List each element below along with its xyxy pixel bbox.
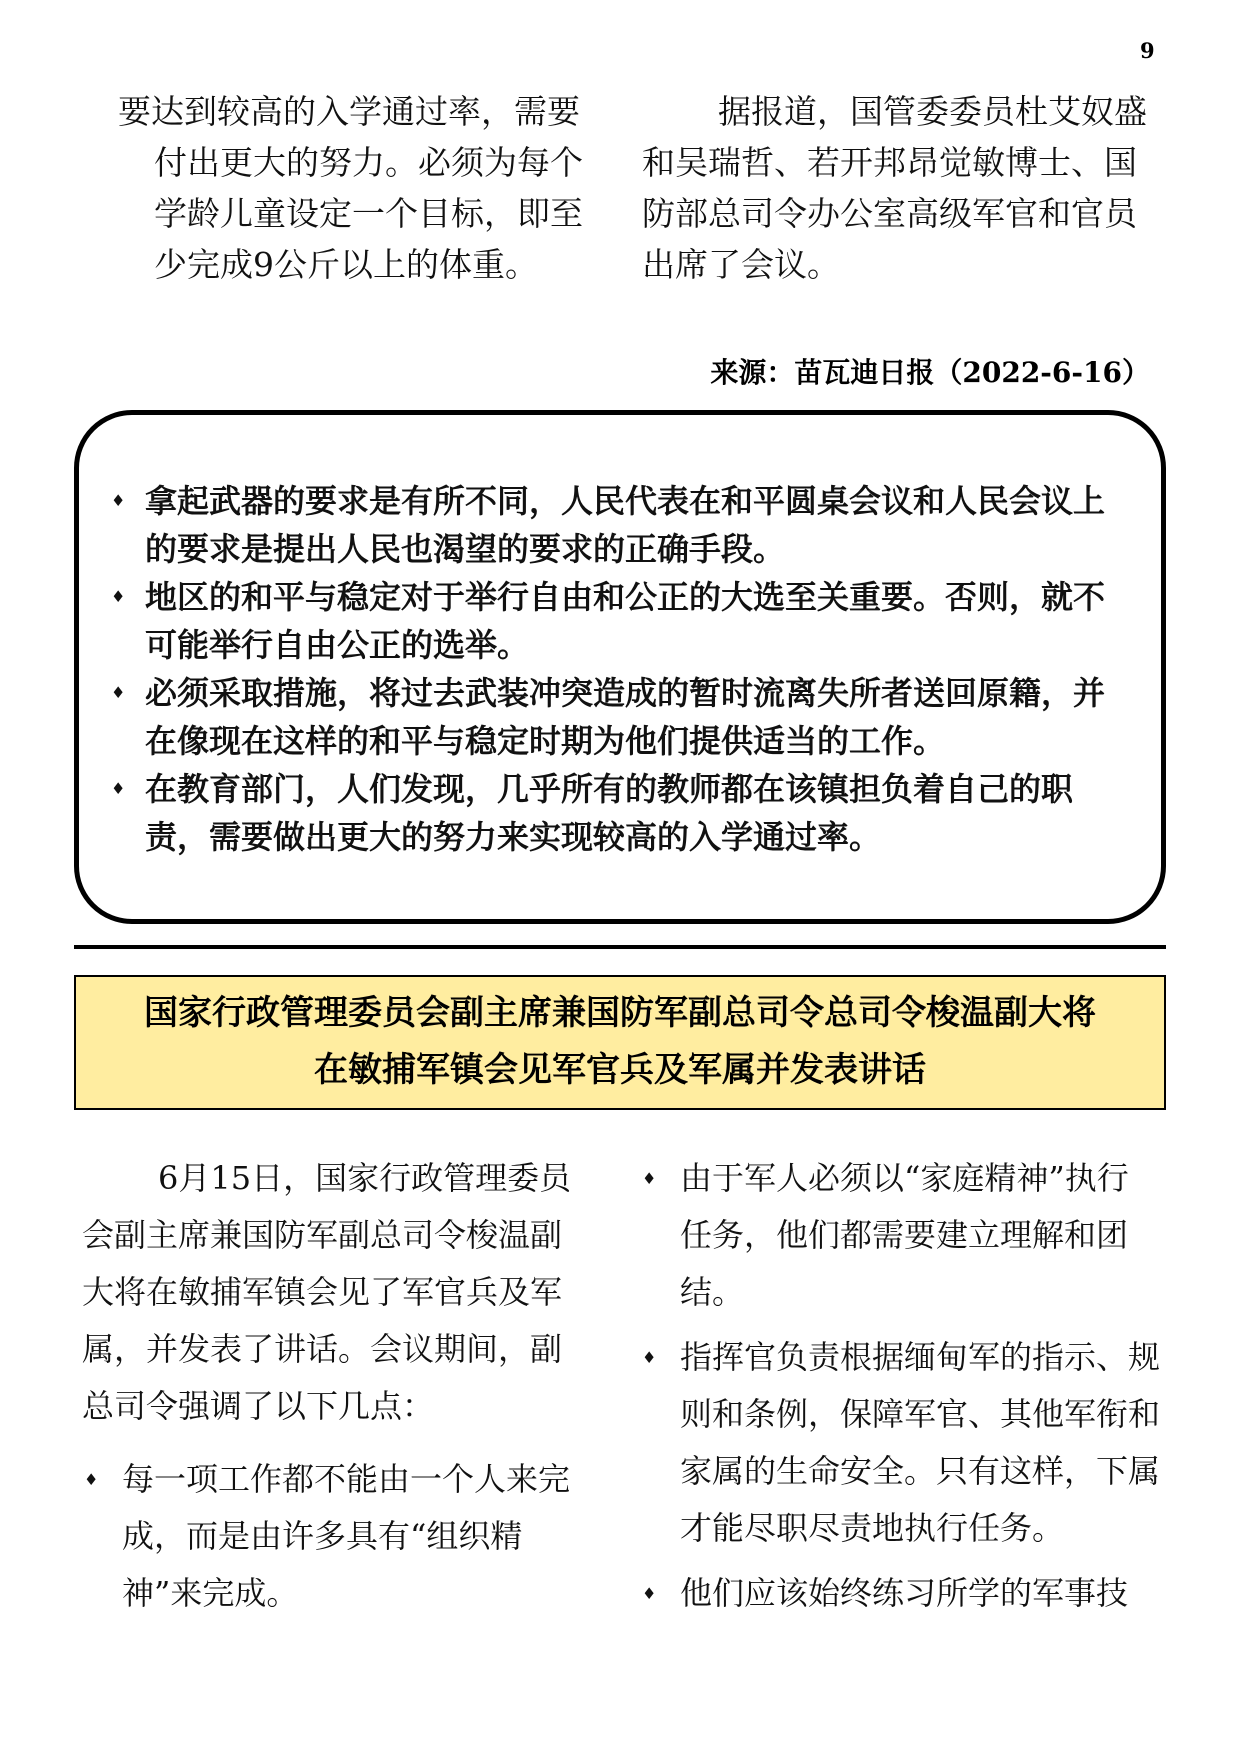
summary-item-text: 拿起武器的要求是有所不同，人民代表在和平圆桌会议和人民会议上的要求是提出人民也渴望的要求的正确手段。 [145, 482, 1106, 568]
article-point [640, 1565, 1160, 1622]
diamond-bullet-icon: ♦ [642, 1584, 657, 1603]
article-left-column [82, 1150, 587, 1622]
headline-line-2: 在敏捕军镇会见军官兵及军属并发表讲话 [314, 1050, 926, 1090]
summary-item-text: 在教育部门，人们发现，几乎所有的教师都在该镇担负着自己的职责，需要做出更大的努力来实现较高的入学通过率。 [145, 770, 1074, 856]
top-left-column [118, 86, 608, 290]
headline-line-1: 国家行政管理委员会副主席兼国防军副总司令总司令梭温副大将 [144, 993, 1096, 1033]
top-left-paragraph: 要达到较高的入学通过率，需要付出更大的努力。必须为每个学龄儿童设定一个目标，即至少完成9公斤以上的体重。 [118, 92, 583, 284]
summary-item [107, 765, 1133, 861]
summary-list [107, 477, 1133, 861]
summary-item [107, 573, 1133, 669]
diamond-bullet-icon: ♦ [84, 1470, 99, 1489]
article-point [82, 1451, 587, 1622]
page-number: 9 [1140, 38, 1155, 63]
summary-item [107, 669, 1133, 765]
article-point [640, 1150, 1160, 1321]
article-intro: 6月15日，国家行政管理委员会副主席兼国防军副总司令梭温副大将在敏捕军镇会见了军官兵及军属，并发表了讲话。会议期间，副总司令强调了以下几点： [82, 1159, 572, 1425]
article-right-column [640, 1150, 1160, 1622]
article-point-text: 指挥官负责根据缅甸军的指示、规则和条例，保障军官、其他军衔和家属的生命安全。只有这样，下属才能尽职尽责地执行任务。 [680, 1338, 1161, 1547]
summary-box [74, 410, 1166, 924]
article-left-points [82, 1451, 587, 1622]
diamond-bullet-icon: ♦ [111, 491, 126, 510]
diamond-bullet-icon: ♦ [111, 587, 126, 606]
article-point-text: 他们应该始终练习所学的军事技 [680, 1574, 1129, 1612]
article-headline [74, 975, 1166, 1110]
top-right-column [642, 86, 1162, 290]
summary-item [107, 477, 1133, 573]
article-point [640, 1329, 1160, 1557]
diamond-bullet-icon: ♦ [111, 779, 126, 798]
summary-item-text: 地区的和平与稳定对于举行自由和公正的大选至关重要。否则，就不可能举行自由公正的选举。 [145, 578, 1106, 664]
diamond-bullet-icon: ♦ [642, 1169, 657, 1188]
summary-item-text: 必须采取措施，将过去武装冲突造成的暂时流离失所者送回原籍，并在像现在这样的和平与稳定时期为他们提供适当的工作。 [145, 674, 1106, 760]
article-right-points [640, 1150, 1160, 1622]
diamond-bullet-icon: ♦ [111, 683, 126, 702]
top-right-paragraph: 据报道，国管委委员杜艾奴盛和吴瑞哲、若开邦昂觉敏博士、国防部总司令办公室高级军官和官员出席了会议。 [642, 92, 1147, 284]
article-point-text: 由于军人必须以“家庭精神”执行任务，他们都需要建立理解和团结。 [680, 1159, 1129, 1311]
article-point-text: 每一项工作都不能由一个人来完成，而是由许多具有“组织精神”来完成。 [122, 1460, 571, 1612]
section-divider [74, 945, 1166, 949]
diamond-bullet-icon: ♦ [642, 1348, 657, 1367]
source-citation: 来源：苗瓦迪日报（2022-6-16） [710, 356, 1150, 389]
